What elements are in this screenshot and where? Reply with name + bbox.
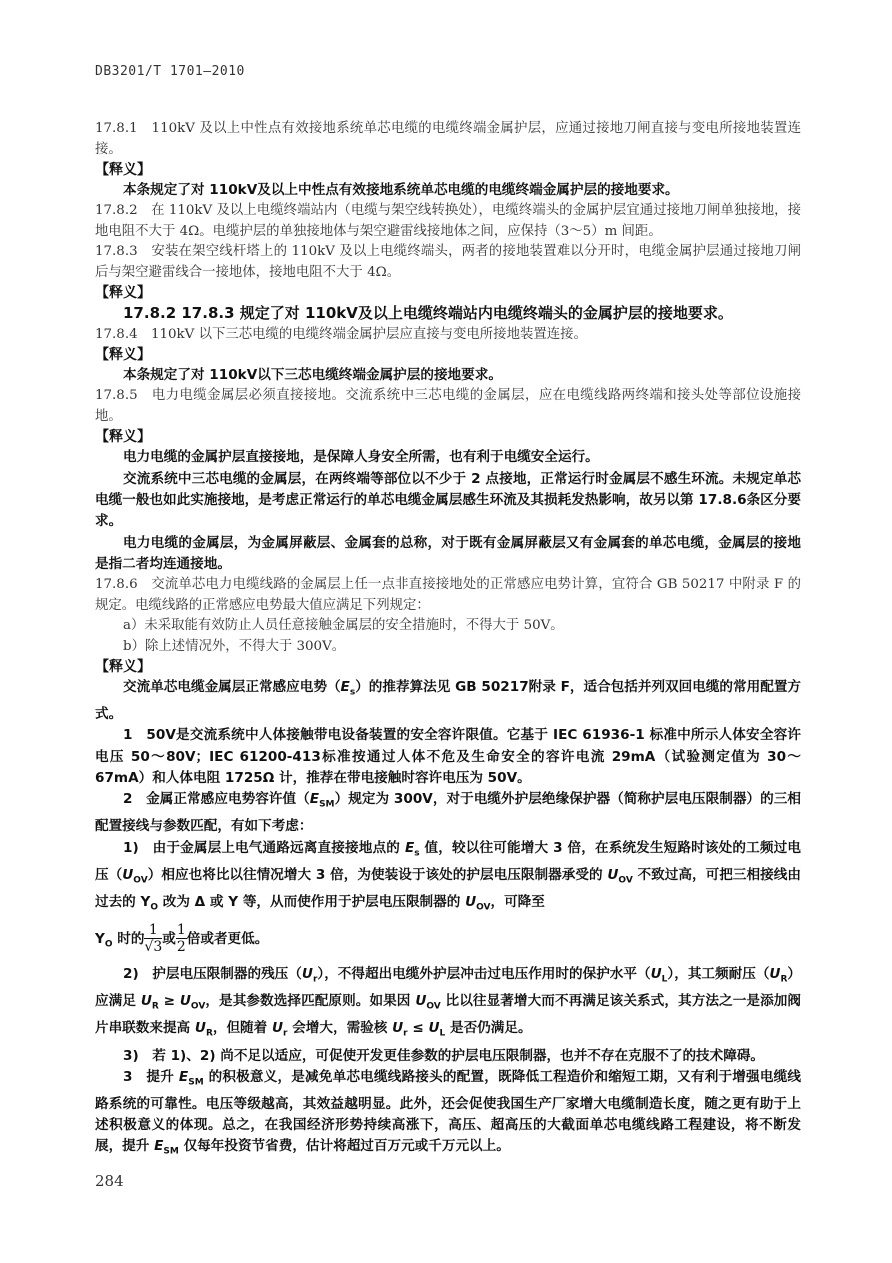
explanation-17-8-1: 本条规定了对 110kV及以上中性点有效接地系统单芯电缆的电缆终端金属护层的接地要求。 (123, 182, 679, 198)
clause-17-8-6-item-b: b）除上述情况外，不得大于 300V。 (123, 638, 346, 654)
explanation-17-8-6-point-1: 1 50V是交流系统中人体接触带电设备装置的安全容许限值。它基于 IEC 61936-1 标准中所示人体安全容许电压 50～80V；IEC 61200-413标准按通过人体不危及生命安全的容许电流 29mA（试验测定值为 30～67mA）和人体电阻 1725Ω 计，推荐在带电接触时容许电压为 50V。 (95, 727, 801, 787)
explanation-label: 【释义】 (95, 659, 151, 676)
explanation-17-8-5-para1: 电力电缆的金属护层直接接地，是保障人身安全所需，也有利于电缆安全运行。 (123, 449, 599, 466)
fraction-one-over-root-three: $\frac{1}{√3}$ (144, 922, 163, 956)
clause-17-8-5: 17.8.5 电力电缆金属层必须直接接地。交流系统中三芯电缆的金属层，应在电缆线路两终端和接头处等部位设施接地。 (95, 388, 801, 424)
explanation-17-8-6-point-2-sub-2: 2) 护层电压限制器的残压$(U_r)$，不得超出电缆外护层冲击过电压作用时的保护水平$(U_L)$，其工频耐压$(U_R)$应满足 $U_R \ge U_{OV}$，是其参数选择匹配原则。如果因 $U_{OV}$ 比以往显著增大而不再满足该关系式，其方法之一是添加阀片串联数来提高 $U_R$，但随着 $U_r$ 会增大，需验核 $U_r \le U_L$ 是否仍满足。 (95, 966, 802, 1040)
explanation-17-8-6-point-2-sub-1: 1) 由于金属层上电气通路远离直接接地点的 $E_s$ 值，较以往可能增大 3 倍，在系统发生短路时该处的工频过电压$(U_{OV})$相应也将比以往情况增大 3 倍，为使装设于该处的护层电压限制器承受的 $U_{OV}$ 不致过高，可把三相接线由过去的 $Y_O$ 改为 Δ 或 Y 等，从而使作用于护层电压限制器的 $U_{OV}$，可降至 (95, 839, 802, 913)
explanation-17-8-5-para3: 电力电缆的金属层，为金属屏蔽层、金属套的总称，对于既有金属屏蔽层又有金属套的单芯电缆，金属层的接地是指二者均连通接地。 (95, 534, 801, 572)
clause-17-8-3: 17.8.3 安装在架空线杆塔上的 110kV 及以上电缆终端头，两者的接地装置难以分开时，电缆金属护层通过接地刀闸后与架空避雷线合一接地体，接地电阻不大于 4Ω。 (95, 244, 801, 280)
clause-17-8-6: 17.8.6 交流单芯电力电缆线路的金属层上任一点非直接接地处的正常感应电势计算，宜符合 GB 50217 中附录 F 的规定。电缆线路的正常感应电势最大值应满足下列规定： (95, 577, 801, 613)
explanation-17-8-5-para2: 交流系统中三芯电缆的金属层，在两终端等部位以不少于 2 点接地，正常运行时金属层不感生环流。未规定单芯电缆一般也如此实施接地，是考虑正常运行的单芯电缆金属层感生环流及其损耗发热影响，故另以第 17.8.6条区分要求。 (95, 470, 801, 530)
clause-17-8-2: 17.8.2 在 110kV 及以上电缆终端站内（电缆与架空线转换处），电缆终端头的金属护层宜通过接地刀闸单独接地，接地电阻不大于 4Ω。电缆护层的单独接地体与架空避雷线接地体之间，应保持（3～5）m 间距。 (95, 203, 801, 239)
page-number: 284 (95, 1172, 124, 1190)
clause-17-8-4: 17.8.4 110kV 以下三芯电缆的电缆终端金属护层应直接与变电所接地装置连接。 (95, 326, 587, 342)
fraction-one-half: $\frac{1}{2}$ (176, 922, 186, 956)
document-body (95, 119, 801, 1163)
clause-17-8-6-item-a: a）未采取能有效防止人员任意接触金属层的安全措施时，不得大于 50V。 (123, 618, 564, 634)
explanation-17-8-2-3: 17.8.2 17.8.3 规定了对 110kV及以上电缆终端站内电缆终端头的金属护层的接地要求。 (123, 304, 733, 323)
explanation-17-8-6-fraction-line: $Y_O$ 时的 $\frac{1}{√3}$ 或 $\frac{1}{2}$ 倍或者更低。 (95, 922, 269, 956)
explanation-label: 【释义】 (95, 429, 151, 446)
explanation-17-8-4: 本条规定了对 110kV以下三芯电缆终端金属护层的接地要求。 (123, 367, 502, 384)
explanation-label: 【释义】 (95, 347, 151, 364)
clause-17-8-1: 17.8.1 110kV 及以上中性点有效接地系统单芯电缆的电缆终端金属护层，应通过接地刀闸直接与变电所接地装置连接。 (95, 121, 801, 157)
explanation-17-8-6-intro: 交流单芯电缆金属层正常感应电势$(E_s)$的推荐算法见 GB 50217附录 F，适合包括并列双回电缆的常用配置方式。 (95, 679, 802, 723)
explanation-17-8-6-point-2: 2 金属正常感应电势容许值$(E_{SM})$规定为 300V，对于电缆外护层绝缘保护器（简称护层电压限制器）的三相配置接线与参数匹配，有如下考虑： (95, 791, 801, 835)
explanation-17-8-6-point-2-sub-3: 3) 若 1)、2) 尚不足以适应，可促使开发更佳参数的护层电压限制器，也并不存在克服不了的技术障碍。 (123, 1047, 765, 1064)
explanation-17-8-6-point-3: 3 提升 $E_{SM}$ 的积极意义，是减免单芯电缆线路接头的配置，既降低工程造价和缩短工期，又有利于增强电缆线路系统的可靠性。电压等级越高，其效益越明显。此外，还会促使我国生产厂家增大电缆制造长度，随之更有助于上述积极意义的体现。总之，在我国经济形势持续高涨下，高压、超高压的大截面单芯电缆线路工程建设，将不断发展，提升 $E_{SM}$ 仅每年投资节省费，估计将超过百万元或千万元以上。 (95, 1068, 801, 1158)
explanation-label: 【释义】 (95, 162, 151, 178)
explanation-label: 【释义】 (95, 285, 151, 302)
document-code-header: DB3201/T 1701—2010 (95, 64, 245, 79)
